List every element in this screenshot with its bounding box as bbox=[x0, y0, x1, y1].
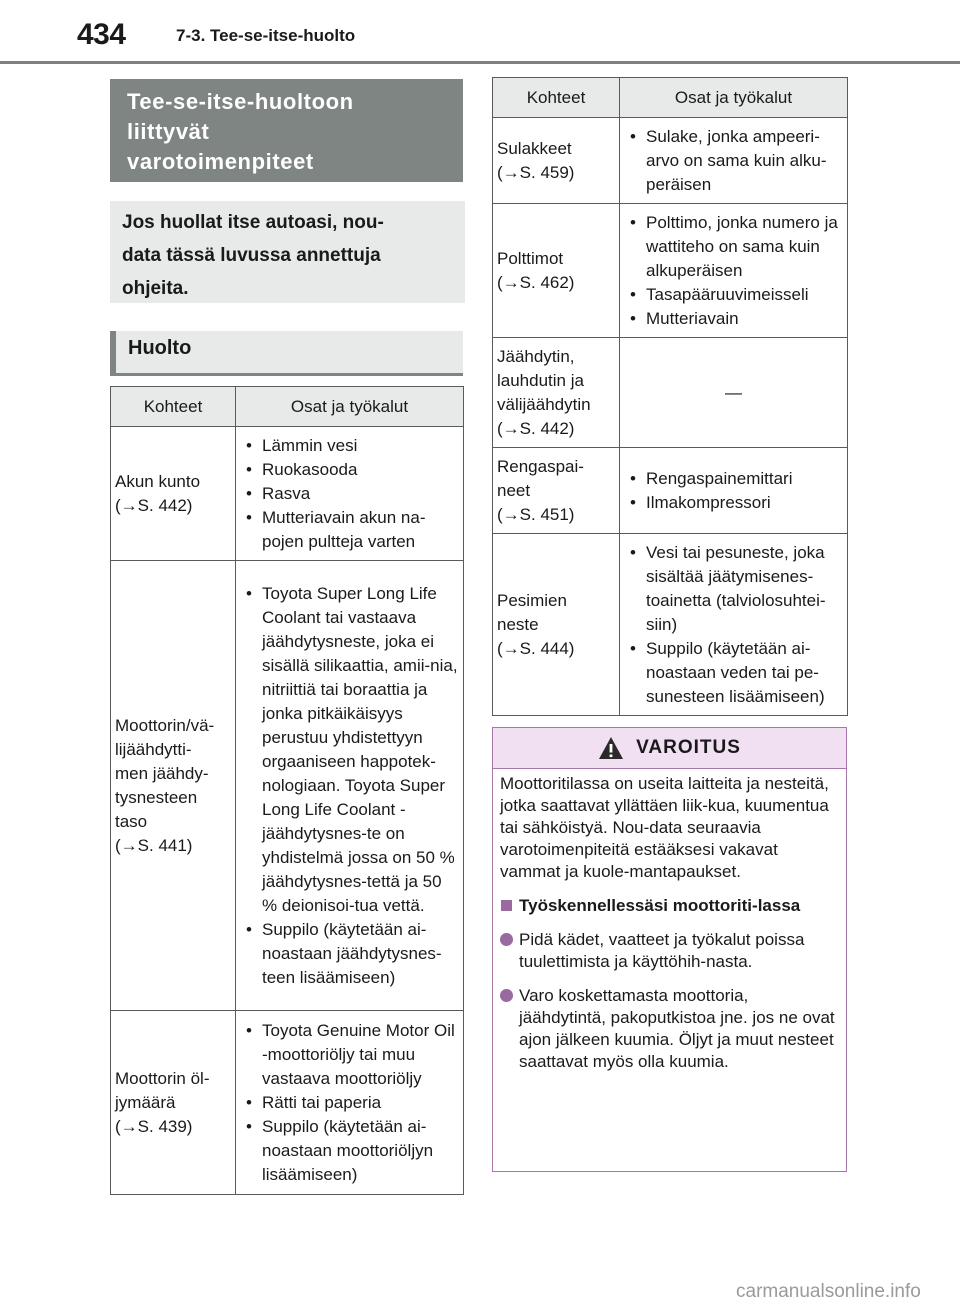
parts-cell-empty: — bbox=[620, 338, 848, 448]
maintenance-table-left bbox=[110, 386, 464, 1195]
item-text: tysnesteen bbox=[115, 787, 198, 807]
column-header-parts: Osat ja työkalut bbox=[236, 387, 464, 427]
item-text: Pesimien bbox=[497, 590, 567, 610]
list-item: • Tasapääruuvimeisseli bbox=[624, 283, 843, 307]
warning-box bbox=[492, 727, 847, 1172]
page-reference: (→S. 442) bbox=[497, 418, 575, 438]
warning-triangle-icon bbox=[598, 736, 624, 760]
item-cell bbox=[493, 118, 620, 204]
warning-body bbox=[493, 769, 846, 1073]
circle-bullet-icon bbox=[500, 933, 513, 946]
item-text: taso bbox=[115, 811, 148, 831]
warning-bullet bbox=[500, 985, 838, 1073]
item-cell bbox=[493, 338, 620, 448]
item-text: Moottorin/vä- bbox=[115, 715, 215, 735]
table-row bbox=[493, 204, 848, 338]
chapter-title-line: varotoimenpiteet bbox=[127, 149, 314, 174]
intro-line: Jos huollat itse autoasi, nou- bbox=[122, 212, 384, 233]
list-item: • Vesi tai pesuneste, joka sisältää jäätymisenes-toainetta (talviolosuhtei-siin) bbox=[624, 541, 843, 637]
item-text: neste bbox=[497, 614, 539, 634]
item-text: Akun kunto bbox=[115, 471, 201, 491]
item-text: välijäähdytin bbox=[497, 394, 591, 414]
item-text: neet bbox=[497, 480, 531, 500]
list-item: • Suppilo (käytetään ai-noastaan veden tai pe-sunesteen lisäämiseen) bbox=[624, 637, 843, 709]
chapter-title-line: Tee-se-itse-huoltoon bbox=[127, 89, 354, 114]
list-item: • Toyota Genuine Motor Oil -moottoriöljy tai muu vastaava moottoriöljy bbox=[240, 1019, 459, 1091]
page-reference: (→S. 451) bbox=[497, 504, 575, 524]
parts-cell bbox=[236, 427, 464, 561]
chapter-title-line: liittyvät bbox=[127, 119, 210, 144]
intro-note bbox=[110, 201, 465, 303]
list-item: • Mutteriavain bbox=[624, 307, 843, 331]
item-cell bbox=[111, 1011, 236, 1195]
section-title: 7-3. Tee-se-itse-huolto bbox=[176, 26, 356, 45]
item-text: Rengaspai- bbox=[497, 456, 584, 476]
table-row bbox=[111, 1011, 464, 1195]
parts-cell bbox=[236, 1011, 464, 1195]
page-reference: (→S. 444) bbox=[497, 638, 575, 658]
circle-bullet-icon bbox=[500, 989, 513, 1002]
item-text: Moottorin öl- bbox=[115, 1068, 210, 1088]
warning-subheading bbox=[500, 895, 838, 917]
chapter-title bbox=[110, 79, 463, 182]
list-item: • Rasva bbox=[240, 482, 459, 506]
item-text: jymäärä bbox=[115, 1092, 176, 1112]
parts-cell bbox=[620, 534, 848, 716]
column-header-items: Kohteet bbox=[111, 387, 236, 427]
header-rule bbox=[0, 61, 960, 64]
watermark: carmanualsonline.info bbox=[736, 1281, 921, 1302]
list-item: • Mutteriavain akun na-pojen pultteja varten bbox=[240, 506, 459, 554]
column-header-parts: Osat ja työkalut bbox=[620, 78, 848, 118]
item-cell bbox=[493, 448, 620, 534]
list-item: • Sulake, jonka ampeeri-arvo on sama kuin alku-peräisen bbox=[624, 125, 843, 197]
intro-line: ohjeita. bbox=[122, 278, 189, 299]
table-row bbox=[111, 427, 464, 561]
page-reference: (→S. 441) bbox=[115, 835, 193, 855]
table-row bbox=[493, 448, 848, 534]
page-reference: (→S. 459) bbox=[497, 162, 575, 182]
page-reference: (→S. 462) bbox=[497, 272, 575, 292]
table-row bbox=[493, 534, 848, 716]
list-item: • Rengaspainemittari bbox=[624, 467, 843, 491]
warning-subheading-text: Työskennellessäsi moottoriti-lassa bbox=[519, 896, 801, 915]
list-item: • Lämmin vesi bbox=[240, 434, 459, 458]
page-reference: (→S. 442) bbox=[115, 495, 193, 515]
warning-intro: Moottoritilassa on useita laitteita ja nesteitä, jotka saattavat yllättäen liik-kua, kuumentua tai sähköistyä. Nou-data seuraavia varotoimenpiteitä estääksesi vakavat vammat ja kuole-mantapaukset. bbox=[500, 774, 829, 881]
item-text: Jäähdytin, bbox=[497, 346, 575, 366]
intro-line: data tässä luvussa annettuja bbox=[122, 245, 381, 266]
item-cell bbox=[111, 561, 236, 1011]
parts-cell bbox=[620, 448, 848, 534]
item-text: lijäähdytti- bbox=[115, 739, 192, 759]
item-text: Sulakkeet bbox=[497, 138, 572, 158]
item-text: lauhdutin ja bbox=[497, 370, 584, 390]
heading-rule bbox=[110, 373, 463, 376]
square-bullet-icon bbox=[501, 900, 512, 911]
list-item: • Ilmakompressori bbox=[624, 491, 843, 515]
maintenance-table-right bbox=[492, 77, 848, 716]
warning-bullet-text: Pidä kädet, vaatteet ja työkalut poissa tuulettimista ja käyttöhih-nasta. bbox=[519, 930, 805, 971]
item-cell bbox=[111, 427, 236, 561]
list-item: • Ruokasooda bbox=[240, 458, 459, 482]
column-header-items: Kohteet bbox=[493, 78, 620, 118]
list-item: • Polttimo, jonka numero ja wattiteho on sama kuin alkuperäisen bbox=[624, 211, 843, 283]
warning-header bbox=[493, 728, 846, 769]
table-row bbox=[111, 561, 464, 1011]
parts-cell bbox=[620, 118, 848, 204]
maintenance-heading: Huolto bbox=[110, 331, 463, 373]
item-text: men jäähdy- bbox=[115, 763, 209, 783]
table-row bbox=[493, 118, 848, 204]
warning-title: VAROITUS bbox=[636, 737, 741, 758]
item-cell bbox=[493, 534, 620, 716]
table-row bbox=[493, 338, 848, 448]
parts-cell bbox=[236, 561, 464, 1011]
warning-bullet-text: Varo koskettamasta moottoria, jäähdytintä, pakoputkistoa jne. jos ne ovat ajon jälkeen kuumia. Öljyt ja muut nesteet saattavat myös olla kuumia. bbox=[519, 986, 835, 1071]
list-item: • Toyota Super Long Life Coolant tai vastaava jäähdytysneste, joka ei sisällä silikaattia, amii-nia, nitriittiä tai boraattia ja jonka pitkäikäisyys perustuu yhdistettyyn orgaaniseen happotek-nologiaan. Toyota Super Long Life Coolant -jäähdytysnes-te on yhdistelmä jossa on 50 % jäähdytysnes-tettä ja 50 % deionisoi-tua vettä. bbox=[240, 582, 459, 918]
page-number: 434 bbox=[77, 18, 126, 51]
parts-cell bbox=[620, 204, 848, 338]
list-item: • Suppilo (käytetään ai-noastaan jäähdytysnes-teen lisäämiseen) bbox=[240, 918, 459, 990]
page-reference: (→S. 439) bbox=[115, 1116, 193, 1136]
warning-bullet bbox=[500, 929, 838, 973]
list-item: • Rätti tai paperia bbox=[240, 1091, 459, 1115]
list-item: • Suppilo (käytetään ai-noastaan moottoriöljyn lisäämiseen) bbox=[240, 1115, 459, 1187]
item-cell bbox=[493, 204, 620, 338]
item-text: Polttimot bbox=[497, 248, 564, 268]
